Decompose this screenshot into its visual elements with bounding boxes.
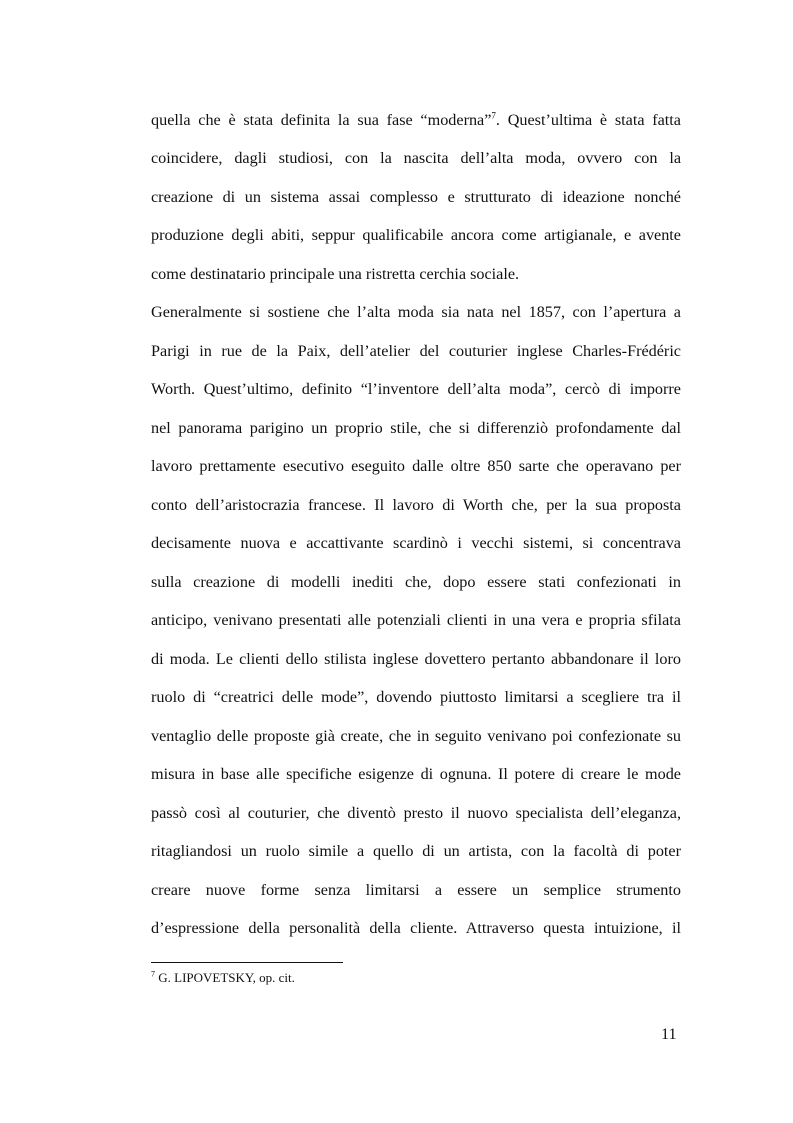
text-line: decisamente nuova e accattivante scardinò i vecchi sistemi, si concentrava	[151, 534, 681, 552]
text-line: sulla creazione di modelli inediti che, dopo essere stati confezionati in	[151, 573, 681, 591]
footnote-reference: 7	[491, 110, 496, 121]
page-number: 11	[661, 1025, 677, 1043]
text-line: d’espressione della personalità della cliente. Attraverso questa intuizione, il	[151, 919, 681, 937]
text-line: Worth. Quest’ultimo, definito “l’inventore dell’alta moda”, cercò di imporre	[151, 380, 681, 398]
footnote	[151, 970, 295, 986]
text-line: conto dell’aristocrazia francese. Il lavoro di Worth che, per la sua proposta	[151, 496, 681, 514]
footnote-separator	[151, 962, 343, 963]
text-line: passò così al couturier, che diventò presto il nuovo specialista dell’eleganza,	[151, 804, 681, 822]
text-line: come destinatario principale una ristretta cerchia sociale.	[151, 265, 520, 283]
footnote-text: G. LIPOVETSKY, op. cit.	[155, 970, 295, 985]
text-line: coincidere, dagli studiosi, con la nascita dell’alta moda, ovvero con la	[151, 149, 681, 167]
text-line: anticipo, venivano presentati alle potenziali clienti in una vera e propria sfilata	[151, 611, 681, 629]
text-line: ventaglio delle proposte già create, che in seguito venivano poi confezionate su	[151, 727, 681, 745]
footnote-marker: 7	[151, 969, 155, 979]
text-line: ritagliandosi un ruolo simile a quello di un artista, con la facoltà di poter	[151, 842, 681, 860]
text-line: lavoro prettamente esecutivo eseguito dalle oltre 850 sarte che operavano per	[151, 457, 681, 475]
text-line: quella che è stata definita la sua fase “moderna”$^7$. Quest’ultima è stata fatta	[151, 110, 681, 129]
text-line: produzione degli abiti, seppur qualificabile ancora come artigianale, e avente	[151, 226, 681, 244]
text-line: di moda. Le clienti dello stilista inglese dovettero pertanto abbandonare il loro	[151, 650, 681, 668]
text-line: Parigi in rue de la Paix, dell’atelier del couturier inglese Charles-Frédéric	[151, 342, 681, 360]
text-line: Generalmente si sostiene che l’alta moda sia nata nel 1857, con l’apertura a	[151, 303, 681, 321]
text-line: creazione di un sistema assai complesso e strutturato di ideazione nonché	[151, 188, 681, 206]
text-line: ruolo di “creatrici delle mode”, dovendo piuttosto limitarsi a scegliere tra il	[151, 688, 681, 706]
text-line: nel panorama parigino un proprio stile, che si differenziò profondamente dal	[151, 419, 681, 437]
text-line: creare nuove forme senza limitarsi a essere un semplice strumento	[151, 881, 681, 899]
text-line: misura in base alle specifiche esigenze di ognuna. Il potere di creare le mode	[151, 765, 681, 783]
